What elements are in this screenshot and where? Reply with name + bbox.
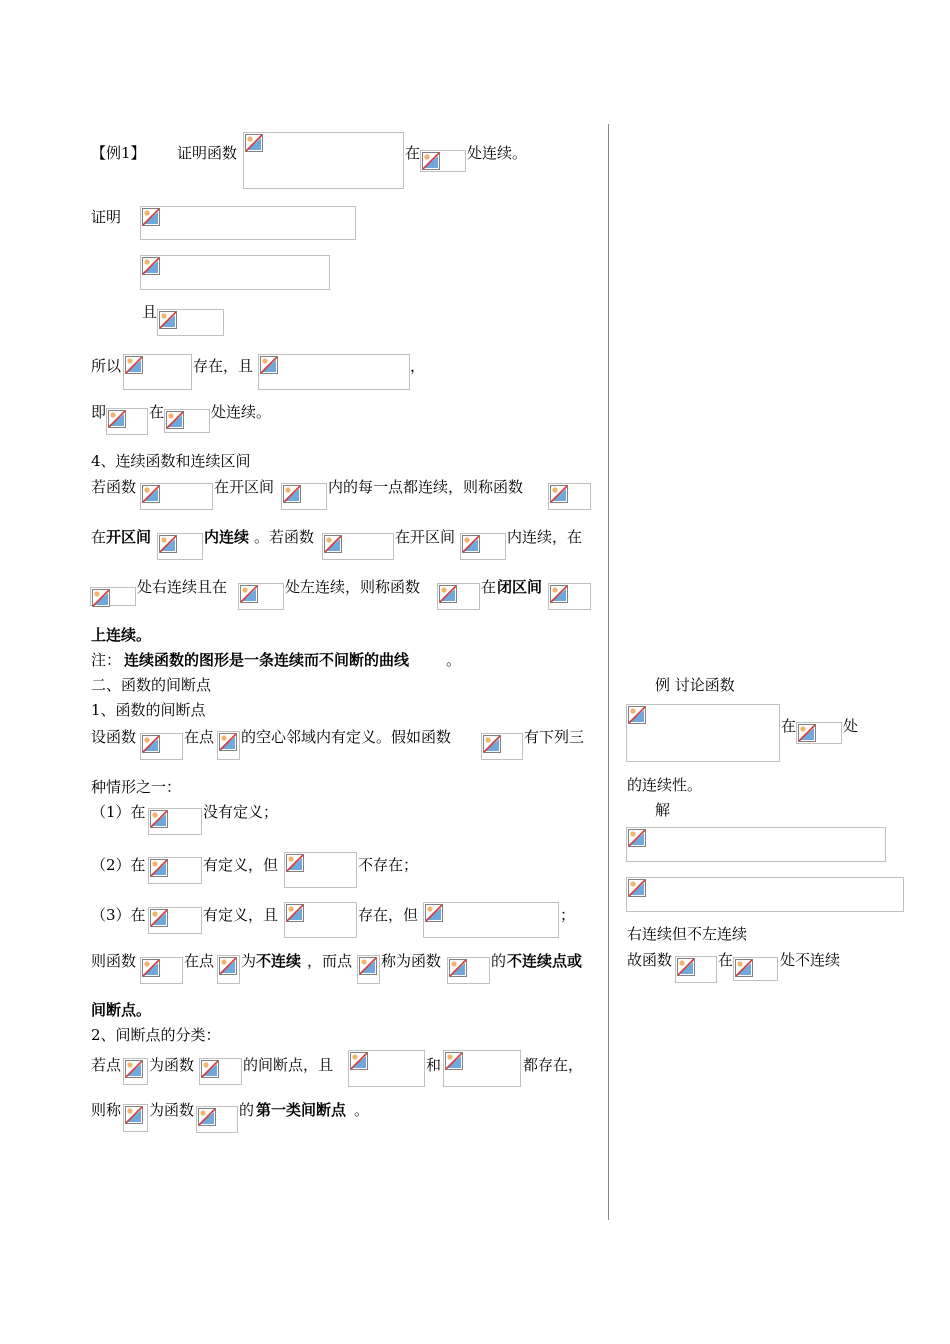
text: 处右连续且在: [137, 578, 228, 596]
term-discontinuous: 不连续: [256, 952, 302, 970]
text: 上连续。: [91, 626, 152, 644]
text: 处不连续: [780, 951, 841, 969]
formula-image: [348, 1050, 425, 1087]
text: 在点: [184, 952, 215, 970]
text: 。若函数: [254, 528, 315, 546]
broken-image-icon: [628, 829, 646, 847]
formula-image: [199, 1058, 242, 1085]
text: 故函数: [627, 951, 673, 969]
formula-image: [626, 877, 904, 912]
text: 在: [718, 951, 734, 969]
broken-image-icon: [198, 1108, 216, 1126]
text: 在点: [184, 728, 215, 746]
term-first-kind-discontinuity: 第一类间断点: [256, 1101, 347, 1119]
formula-image: [106, 408, 148, 435]
formula-image: [238, 583, 284, 610]
broken-image-icon: [550, 485, 568, 503]
formula-image: [796, 722, 842, 744]
broken-image-icon: [92, 589, 110, 607]
broken-image-icon: [159, 535, 177, 553]
formula-image: [157, 533, 203, 560]
text: 没有定义；: [203, 803, 279, 821]
broken-image-icon: [550, 585, 568, 603]
text: 为函数: [149, 1101, 195, 1119]
formula-image: [157, 309, 224, 336]
formula-image: [481, 733, 523, 760]
text: 的: [491, 952, 507, 970]
broken-image-icon: [286, 904, 304, 922]
formula-image: [420, 150, 466, 172]
broken-image-icon: [240, 585, 258, 603]
term-continuous: 内连续: [204, 528, 250, 546]
formula-image: [423, 902, 559, 938]
text: 处: [843, 717, 859, 735]
formula-image: [90, 587, 136, 606]
text: 不存在；: [358, 856, 419, 874]
formula-image: [258, 354, 410, 390]
broken-image-icon: [166, 411, 184, 429]
text: 。: [354, 1101, 370, 1119]
case-1-label: （1）在: [91, 803, 146, 821]
formula-image: [443, 1050, 521, 1087]
broken-image-icon: [219, 733, 237, 751]
term-discontinuity-point: 不连续点或: [507, 952, 583, 970]
broken-image-icon: [286, 854, 304, 872]
text: 存在，但: [358, 906, 419, 924]
formula-image: [322, 533, 394, 560]
broken-image-icon: [445, 1052, 463, 1070]
text: 都存在，: [523, 1056, 584, 1074]
broken-image-icon: [628, 706, 646, 724]
formula-image: [123, 1058, 148, 1085]
text: 为函数: [149, 1056, 195, 1074]
broken-image-icon: [125, 1060, 143, 1078]
broken-image-icon: [324, 535, 342, 553]
column-divider: [608, 124, 609, 1220]
text: 为: [241, 952, 257, 970]
case-3-label: （3）在: [91, 906, 146, 924]
text: 和: [426, 1056, 442, 1074]
text: 且: [142, 303, 158, 321]
text: 称为函数: [381, 952, 442, 970]
text: 即: [91, 403, 107, 421]
text: 间断点。: [91, 1001, 152, 1019]
text: 内连续，在: [507, 528, 583, 546]
formula-image: [217, 955, 240, 984]
broken-image-icon: [142, 485, 160, 503]
broken-image-icon: [677, 958, 695, 976]
text: 证明函数: [177, 144, 238, 162]
text: ；: [560, 906, 576, 924]
formula-image: [284, 902, 357, 938]
text: 的: [239, 1101, 255, 1119]
formula-image: [447, 957, 490, 984]
text: 。: [446, 651, 462, 669]
broken-image-icon: [219, 957, 237, 975]
text: 在: [149, 403, 165, 421]
broken-image-icon: [735, 959, 753, 977]
formula-image: [140, 957, 183, 984]
broken-image-icon: [628, 879, 646, 897]
broken-image-icon: [283, 485, 301, 503]
case-2-label: （2）在: [91, 856, 146, 874]
formula-image: [217, 731, 240, 760]
solution-label: 解: [655, 801, 671, 819]
text: 若点: [91, 1056, 122, 1074]
text: ，而点: [307, 952, 353, 970]
formula-image: [357, 955, 380, 984]
broken-image-icon: [798, 724, 816, 742]
broken-image-icon: [150, 859, 168, 877]
formula-image: [675, 956, 717, 983]
term-open-interval: 开区间: [106, 528, 152, 546]
text: 存在，且: [193, 357, 254, 375]
broken-image-icon: [142, 257, 160, 275]
formula-image: [196, 1106, 238, 1133]
text: 的连续性。: [627, 776, 703, 794]
broken-image-icon: [108, 410, 126, 428]
broken-image-icon: [125, 356, 143, 374]
formula-image: [123, 354, 192, 390]
formula-image: [243, 132, 404, 189]
broken-image-icon: [439, 585, 457, 603]
subsection-heading: 1、函数的间断点: [91, 701, 206, 719]
subsection-heading: 2、间断点的分类：: [91, 1026, 221, 1044]
broken-image-icon: [142, 208, 160, 226]
broken-image-icon: [142, 959, 160, 977]
text: 在: [781, 717, 797, 735]
formula-image: [164, 409, 210, 433]
broken-image-icon: [260, 356, 278, 374]
formula-image: [140, 206, 356, 240]
broken-image-icon: [142, 735, 160, 753]
broken-image-icon: [150, 909, 168, 927]
formula-image: [626, 827, 886, 862]
broken-image-icon: [449, 959, 467, 977]
section-heading: 4、连续函数和连续区间: [91, 452, 251, 470]
broken-image-icon: [150, 810, 168, 828]
formula-image: [733, 957, 778, 981]
broken-image-icon: [159, 311, 177, 329]
text: 则函数: [91, 952, 137, 970]
text: 有定义，且: [203, 906, 279, 924]
note-text: 连续函数的图形是一条连续而不间断的曲线: [124, 651, 410, 669]
text: 的空心邻域内有定义。假如函数: [241, 728, 452, 746]
example-label: 【例1】: [91, 144, 146, 162]
text: 处连续。: [211, 403, 272, 421]
broken-image-icon: [462, 535, 480, 553]
text: 内的每一点都连续，则称函数: [328, 478, 524, 496]
proof-label: 证明: [91, 208, 122, 226]
broken-image-icon: [359, 957, 377, 975]
text: 处左连续，则称函数: [285, 578, 421, 596]
broken-image-icon: [422, 152, 440, 170]
formula-image: [148, 808, 202, 835]
text: 有定义，但: [203, 856, 279, 874]
formula-image: [148, 907, 202, 934]
broken-image-icon: [125, 1106, 143, 1124]
formula-image: [437, 583, 480, 610]
text: 在开区间: [395, 528, 456, 546]
text: 则称: [91, 1101, 122, 1119]
formula-image: [123, 1104, 148, 1132]
broken-image-icon: [350, 1052, 368, 1070]
text: 设函数: [91, 728, 137, 746]
text: 若函数: [91, 478, 137, 496]
term-closed-interval: 闭区间: [497, 578, 543, 596]
text: 的间断点，且: [243, 1056, 334, 1074]
formula-image: [460, 533, 506, 560]
text: 在: [481, 578, 497, 596]
note-label: 注：: [91, 651, 122, 669]
text: 在: [91, 528, 107, 546]
formula-image: [284, 852, 357, 888]
example-label: 例 讨论函数: [655, 676, 735, 694]
text: 所以: [91, 357, 122, 375]
broken-image-icon: [201, 1060, 219, 1078]
text: 右连续但不左连续: [627, 925, 748, 943]
broken-image-icon: [425, 904, 443, 922]
text: 在开区间: [214, 478, 275, 496]
formula-image: [148, 857, 202, 884]
text: 处连续。: [467, 144, 528, 162]
text: 种情形之一：: [91, 778, 182, 796]
formula-image: [626, 704, 780, 762]
text: 在: [405, 144, 421, 162]
formula-image: [548, 483, 591, 510]
formula-image: [281, 483, 327, 510]
text: ，: [410, 357, 426, 375]
section-heading: 二、函数的间断点: [91, 676, 212, 694]
formula-image: [548, 583, 591, 610]
broken-image-icon: [483, 735, 501, 753]
broken-image-icon: [245, 134, 263, 152]
text: 有下列三: [524, 728, 585, 746]
formula-image: [140, 255, 330, 290]
formula-image: [140, 483, 213, 510]
formula-image: [140, 733, 183, 760]
